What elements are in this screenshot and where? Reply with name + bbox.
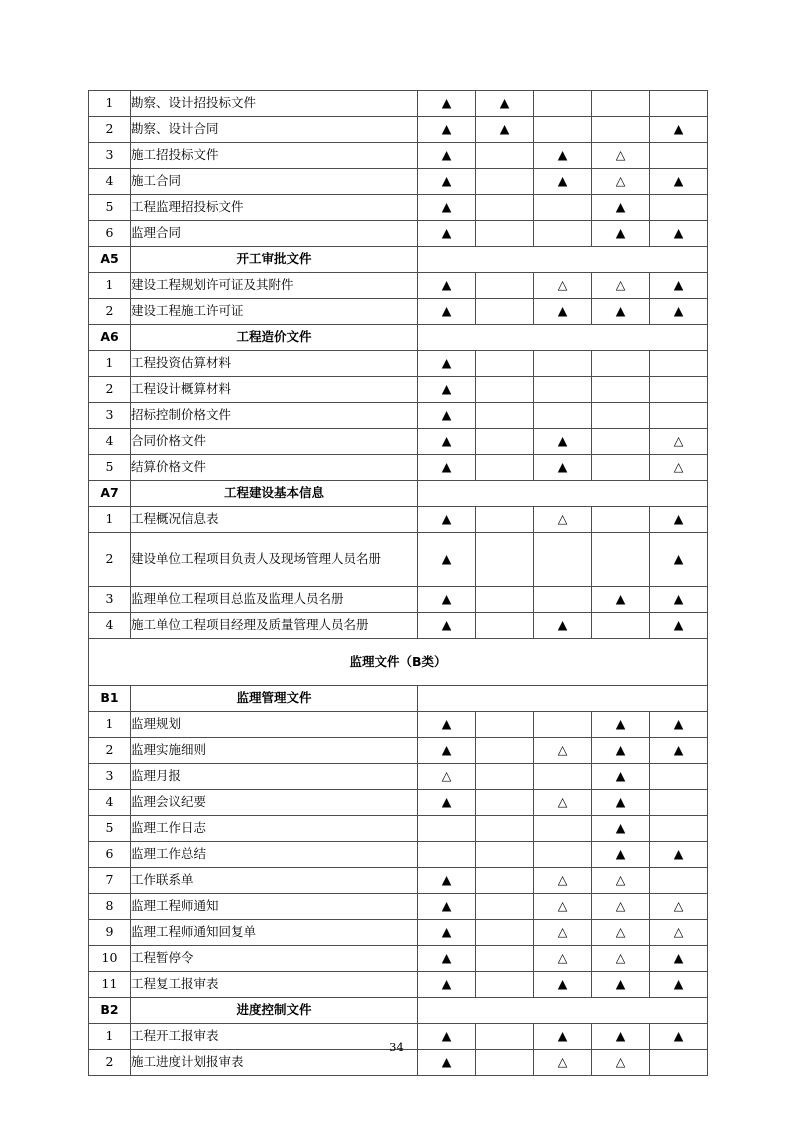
filled-triangle-icon: ▲ xyxy=(418,738,476,764)
item-name: 监理工作总结 xyxy=(131,842,418,868)
empty-cell xyxy=(418,842,476,868)
empty-cell xyxy=(534,587,592,613)
filled-triangle-icon: ▲ xyxy=(534,169,592,195)
table-row xyxy=(89,273,708,299)
empty-cell xyxy=(534,377,592,403)
table-row xyxy=(89,613,708,639)
item-number: 3 xyxy=(89,403,131,429)
empty-cell xyxy=(650,377,708,403)
item-number: 4 xyxy=(89,613,131,639)
filled-triangle-icon: ▲ xyxy=(650,169,708,195)
table-row xyxy=(89,686,708,712)
item-number: 2 xyxy=(89,1050,131,1076)
filled-triangle-icon: ▲ xyxy=(592,195,650,221)
filled-triangle-icon: ▲ xyxy=(418,299,476,325)
filled-triangle-icon: ▲ xyxy=(650,613,708,639)
filled-triangle-icon: ▲ xyxy=(418,790,476,816)
empty-cell xyxy=(476,455,534,481)
open-triangle-icon: △ xyxy=(534,894,592,920)
filled-triangle-icon: ▲ xyxy=(418,533,476,587)
filled-triangle-icon: ▲ xyxy=(650,587,708,613)
open-triangle-icon: △ xyxy=(650,429,708,455)
open-triangle-icon: △ xyxy=(650,455,708,481)
filled-triangle-icon: ▲ xyxy=(592,816,650,842)
empty-cell xyxy=(650,764,708,790)
empty-cell xyxy=(476,273,534,299)
filled-triangle-icon: ▲ xyxy=(418,273,476,299)
section-code: B1 xyxy=(89,686,131,712)
filled-triangle-icon: ▲ xyxy=(592,790,650,816)
empty-cell xyxy=(476,169,534,195)
open-triangle-icon: △ xyxy=(592,1050,650,1076)
item-number: 2 xyxy=(89,738,131,764)
empty-cell xyxy=(534,842,592,868)
filled-triangle-icon: ▲ xyxy=(418,455,476,481)
empty-cell xyxy=(476,195,534,221)
empty-cell xyxy=(534,712,592,738)
table-row xyxy=(89,169,708,195)
filled-triangle-icon: ▲ xyxy=(418,1024,476,1050)
empty-cell xyxy=(534,195,592,221)
table-row xyxy=(89,738,708,764)
item-number: 3 xyxy=(89,587,131,613)
empty-cell xyxy=(476,868,534,894)
filled-triangle-icon: ▲ xyxy=(418,351,476,377)
section-title: 开工审批文件 xyxy=(131,247,418,273)
item-name: 勘察、设计招投标文件 xyxy=(131,91,418,117)
item-name: 工程概况信息表 xyxy=(131,507,418,533)
item-name: 工程开工报审表 xyxy=(131,1024,418,1050)
open-triangle-icon: △ xyxy=(592,143,650,169)
section-code: A6 xyxy=(89,325,131,351)
filled-triangle-icon: ▲ xyxy=(650,972,708,998)
table-row xyxy=(89,587,708,613)
open-triangle-icon: △ xyxy=(592,169,650,195)
item-number: 5 xyxy=(89,455,131,481)
filled-triangle-icon: ▲ xyxy=(592,712,650,738)
filled-triangle-icon: ▲ xyxy=(592,587,650,613)
table-row xyxy=(89,403,708,429)
item-number: 3 xyxy=(89,143,131,169)
section-blank-cell xyxy=(418,247,708,273)
filled-triangle-icon: ▲ xyxy=(418,613,476,639)
item-name: 施工单位工程项目经理及质量管理人员名册 xyxy=(131,613,418,639)
filled-triangle-icon: ▲ xyxy=(418,143,476,169)
filled-triangle-icon: ▲ xyxy=(650,507,708,533)
empty-cell xyxy=(650,91,708,117)
empty-cell xyxy=(592,429,650,455)
filled-triangle-icon: ▲ xyxy=(534,972,592,998)
section-title: 监理管理文件 xyxy=(131,686,418,712)
empty-cell xyxy=(650,816,708,842)
item-number: 6 xyxy=(89,842,131,868)
page-number: 34 xyxy=(389,1040,404,1054)
item-number: 1 xyxy=(89,1024,131,1050)
item-name: 监理工程师通知回复单 xyxy=(131,920,418,946)
item-number: 11 xyxy=(89,972,131,998)
table-row xyxy=(89,790,708,816)
filled-triangle-icon: ▲ xyxy=(650,117,708,143)
empty-cell xyxy=(534,764,592,790)
filled-triangle-icon: ▲ xyxy=(476,117,534,143)
filled-triangle-icon: ▲ xyxy=(534,1024,592,1050)
filled-triangle-icon: ▲ xyxy=(650,946,708,972)
open-triangle-icon: △ xyxy=(534,868,592,894)
table-body xyxy=(89,91,708,1076)
filled-triangle-icon: ▲ xyxy=(650,1024,708,1050)
item-name: 工程监理招投标文件 xyxy=(131,195,418,221)
filled-triangle-icon: ▲ xyxy=(418,117,476,143)
section-title: 进度控制文件 xyxy=(131,998,418,1024)
item-name: 监理月报 xyxy=(131,764,418,790)
open-triangle-icon: △ xyxy=(534,507,592,533)
empty-cell xyxy=(476,946,534,972)
item-name: 建设工程施工许可证 xyxy=(131,299,418,325)
table-row xyxy=(89,946,708,972)
table-row xyxy=(89,894,708,920)
empty-cell xyxy=(476,533,534,587)
filled-triangle-icon: ▲ xyxy=(418,712,476,738)
empty-cell xyxy=(476,738,534,764)
open-triangle-icon: △ xyxy=(592,894,650,920)
filled-triangle-icon: ▲ xyxy=(592,299,650,325)
item-name: 施工进度计划报审表 xyxy=(131,1050,418,1076)
filled-triangle-icon: ▲ xyxy=(418,587,476,613)
item-name: 监理实施细则 xyxy=(131,738,418,764)
empty-cell xyxy=(650,403,708,429)
open-triangle-icon: △ xyxy=(534,738,592,764)
table-row xyxy=(89,247,708,273)
filled-triangle-icon: ▲ xyxy=(650,299,708,325)
item-number: 4 xyxy=(89,429,131,455)
item-name: 工程暂停令 xyxy=(131,946,418,972)
table-row xyxy=(89,998,708,1024)
item-name: 工程设计概算材料 xyxy=(131,377,418,403)
empty-cell xyxy=(476,143,534,169)
item-number: 8 xyxy=(89,894,131,920)
empty-cell xyxy=(650,143,708,169)
open-triangle-icon: △ xyxy=(650,920,708,946)
empty-cell xyxy=(650,868,708,894)
filled-triangle-icon: ▲ xyxy=(534,143,592,169)
empty-cell xyxy=(476,712,534,738)
empty-cell xyxy=(476,403,534,429)
item-number: 1 xyxy=(89,273,131,299)
section-blank-cell xyxy=(418,686,708,712)
filled-triangle-icon: ▲ xyxy=(418,403,476,429)
filled-triangle-icon: ▲ xyxy=(534,299,592,325)
filled-triangle-icon: ▲ xyxy=(592,221,650,247)
empty-cell xyxy=(534,816,592,842)
table-row xyxy=(89,764,708,790)
open-triangle-icon: △ xyxy=(534,1050,592,1076)
section-title: 工程造价文件 xyxy=(131,325,418,351)
empty-cell xyxy=(476,613,534,639)
table-row xyxy=(89,816,708,842)
section-blank-cell xyxy=(418,325,708,351)
open-triangle-icon: △ xyxy=(592,946,650,972)
item-name: 监理规划 xyxy=(131,712,418,738)
open-triangle-icon: △ xyxy=(592,920,650,946)
table-row xyxy=(89,325,708,351)
filled-triangle-icon: ▲ xyxy=(476,91,534,117)
section-code: A5 xyxy=(89,247,131,273)
empty-cell xyxy=(476,972,534,998)
table-row xyxy=(89,920,708,946)
item-name: 结算价格文件 xyxy=(131,455,418,481)
filled-triangle-icon: ▲ xyxy=(418,429,476,455)
table-row xyxy=(89,117,708,143)
filled-triangle-icon: ▲ xyxy=(418,868,476,894)
item-number: 7 xyxy=(89,868,131,894)
filled-triangle-icon: ▲ xyxy=(418,920,476,946)
item-number: 1 xyxy=(89,712,131,738)
item-number: 2 xyxy=(89,117,131,143)
filled-triangle-icon: ▲ xyxy=(592,738,650,764)
empty-cell xyxy=(650,351,708,377)
filled-triangle-icon: ▲ xyxy=(418,377,476,403)
filled-triangle-icon: ▲ xyxy=(650,738,708,764)
item-number: 5 xyxy=(89,195,131,221)
empty-cell xyxy=(476,920,534,946)
open-triangle-icon: △ xyxy=(534,920,592,946)
item-number: 9 xyxy=(89,920,131,946)
filled-triangle-icon: ▲ xyxy=(418,195,476,221)
empty-cell xyxy=(592,403,650,429)
item-number: 2 xyxy=(89,299,131,325)
open-triangle-icon: △ xyxy=(534,946,592,972)
empty-cell xyxy=(418,816,476,842)
empty-cell xyxy=(592,507,650,533)
archive-documents-table xyxy=(88,90,708,1076)
table-row xyxy=(89,868,708,894)
empty-cell xyxy=(476,816,534,842)
empty-cell xyxy=(592,91,650,117)
empty-cell xyxy=(534,351,592,377)
table-row xyxy=(89,351,708,377)
item-number: 2 xyxy=(89,377,131,403)
item-number: 1 xyxy=(89,351,131,377)
empty-cell xyxy=(476,429,534,455)
empty-cell xyxy=(592,117,650,143)
empty-cell xyxy=(476,377,534,403)
item-name: 监理合同 xyxy=(131,221,418,247)
item-name: 施工招投标文件 xyxy=(131,143,418,169)
filled-triangle-icon: ▲ xyxy=(418,972,476,998)
item-name: 监理工程师通知 xyxy=(131,894,418,920)
filled-triangle-icon: ▲ xyxy=(650,273,708,299)
empty-cell xyxy=(476,299,534,325)
item-number: 4 xyxy=(89,169,131,195)
item-name: 监理会议纪要 xyxy=(131,790,418,816)
section-code: A7 xyxy=(89,481,131,507)
section-blank-cell xyxy=(418,998,708,1024)
filled-triangle-icon: ▲ xyxy=(418,169,476,195)
open-triangle-icon: △ xyxy=(592,273,650,299)
filled-triangle-icon: ▲ xyxy=(592,764,650,790)
filled-triangle-icon: ▲ xyxy=(650,712,708,738)
open-triangle-icon: △ xyxy=(592,868,650,894)
section-title: 工程建设基本信息 xyxy=(131,481,418,507)
item-number: 1 xyxy=(89,91,131,117)
filled-triangle-icon: ▲ xyxy=(592,842,650,868)
empty-cell xyxy=(476,790,534,816)
filled-triangle-icon: ▲ xyxy=(534,455,592,481)
empty-cell xyxy=(650,195,708,221)
item-number: 10 xyxy=(89,946,131,972)
empty-cell xyxy=(650,790,708,816)
item-name: 合同价格文件 xyxy=(131,429,418,455)
open-triangle-icon: △ xyxy=(650,894,708,920)
empty-cell xyxy=(592,533,650,587)
empty-cell xyxy=(592,351,650,377)
empty-cell xyxy=(476,507,534,533)
empty-cell xyxy=(534,91,592,117)
empty-cell xyxy=(534,403,592,429)
filled-triangle-icon: ▲ xyxy=(592,972,650,998)
open-triangle-icon: △ xyxy=(418,764,476,790)
table-row xyxy=(89,842,708,868)
section-blank-cell xyxy=(418,481,708,507)
item-number: 6 xyxy=(89,221,131,247)
empty-cell xyxy=(534,533,592,587)
filled-triangle-icon: ▲ xyxy=(534,429,592,455)
item-name: 工程投资估算材料 xyxy=(131,351,418,377)
item-number: 4 xyxy=(89,790,131,816)
filled-triangle-icon: ▲ xyxy=(418,507,476,533)
empty-cell xyxy=(476,842,534,868)
empty-cell xyxy=(476,587,534,613)
table-row xyxy=(89,91,708,117)
filled-triangle-icon: ▲ xyxy=(650,221,708,247)
table-row xyxy=(89,143,708,169)
item-number: 3 xyxy=(89,764,131,790)
table-row xyxy=(89,429,708,455)
item-name: 招标控制价格文件 xyxy=(131,403,418,429)
item-name: 建设单位工程项目负责人及现场管理人员名册 xyxy=(131,533,418,587)
empty-cell xyxy=(534,117,592,143)
empty-cell xyxy=(476,894,534,920)
table-row xyxy=(89,507,708,533)
filled-triangle-icon: ▲ xyxy=(418,221,476,247)
item-name: 监理工作日志 xyxy=(131,816,418,842)
table-row xyxy=(89,481,708,507)
item-name: 工程复工报审表 xyxy=(131,972,418,998)
filled-triangle-icon: ▲ xyxy=(650,842,708,868)
item-name: 工作联系单 xyxy=(131,868,418,894)
filled-triangle-icon: ▲ xyxy=(418,91,476,117)
empty-cell xyxy=(534,221,592,247)
filled-triangle-icon: ▲ xyxy=(418,946,476,972)
table-row xyxy=(89,455,708,481)
empty-cell xyxy=(592,455,650,481)
table-row xyxy=(89,221,708,247)
filled-triangle-icon: ▲ xyxy=(650,533,708,587)
table-row xyxy=(89,533,708,587)
item-name: 建设工程规划许可证及其附件 xyxy=(131,273,418,299)
empty-cell xyxy=(476,351,534,377)
table-row xyxy=(89,639,708,686)
filled-triangle-icon: ▲ xyxy=(418,1050,476,1076)
category-banner-label: 监理文件（B类） xyxy=(89,639,708,686)
table-row xyxy=(89,712,708,738)
item-number: 1 xyxy=(89,507,131,533)
empty-cell xyxy=(592,377,650,403)
empty-cell xyxy=(476,221,534,247)
table-row xyxy=(89,195,708,221)
table-row xyxy=(89,972,708,998)
section-code: B2 xyxy=(89,998,131,1024)
item-number: 2 xyxy=(89,533,131,587)
filled-triangle-icon: ▲ xyxy=(592,1024,650,1050)
table-row xyxy=(89,377,708,403)
item-name: 施工合同 xyxy=(131,169,418,195)
open-triangle-icon: △ xyxy=(534,790,592,816)
item-name: 监理单位工程项目总监及监理人员名册 xyxy=(131,587,418,613)
table-row xyxy=(89,299,708,325)
empty-cell xyxy=(476,764,534,790)
filled-triangle-icon: ▲ xyxy=(534,613,592,639)
item-name: 勘察、设计合同 xyxy=(131,117,418,143)
item-number: 5 xyxy=(89,816,131,842)
open-triangle-icon: △ xyxy=(534,273,592,299)
empty-cell xyxy=(592,613,650,639)
filled-triangle-icon: ▲ xyxy=(418,894,476,920)
